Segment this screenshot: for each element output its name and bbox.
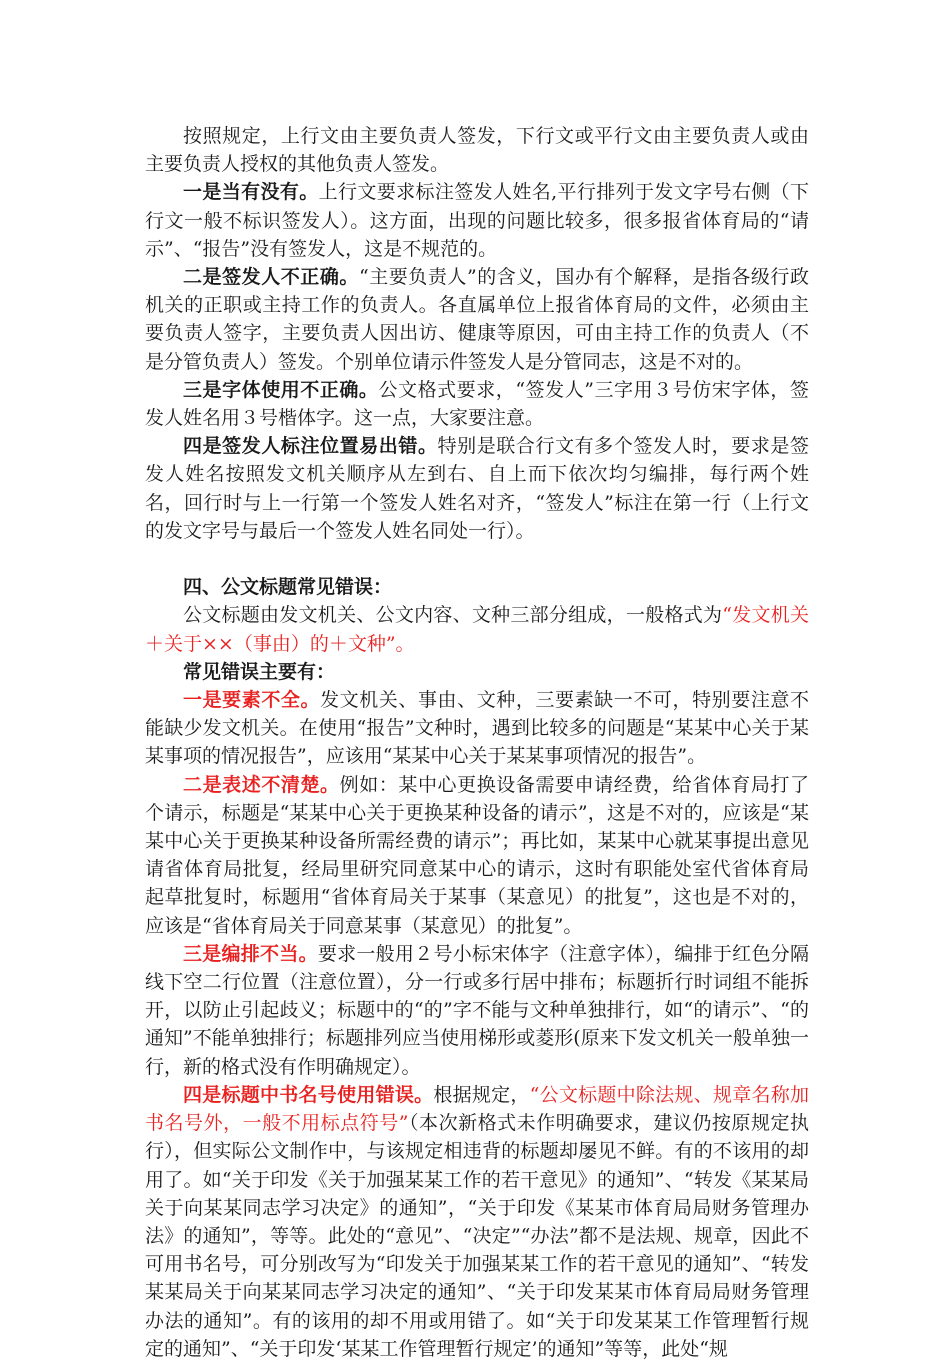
point-lead-red: 二是表述不清楚。 [183,773,340,796]
point-lead-red: 四是标题中书名号使用错误。 [183,1083,434,1106]
paragraph-font-usage [145,376,809,432]
paragraph-wrong-signer [145,263,809,376]
point-text: 发文机关、事由、文种，三要素缺一不可，特别要注意不能缺少发文机关。在使用“报告”文种时，遇到比较多的问题是“某某中心关于某某事项的情况报告”，应该用“某某中心关于某某事项情况的报告”。 [145,689,809,768]
point-text: “主要负责人”的含义，国办有个解释，是指各级行政机关的正职或主持工作的负责人。各直属单位上报省体育局的文件，必须由主要负责人签字，主要负责人因出访、健康等原因，可由主持工作的负责人（不是分管负责人）签发。个别单位请示件签发人是分管同志，这是不对的。 [145,266,809,373]
paragraph-missing-signer [145,178,809,263]
point-lead-red: 一是要素不全。 [183,689,321,712]
point-text: 特别是联合行文有多个签发人时，要求是签发人姓名按照发文机关顺序从左到右、自上而下依次均匀编排，每行两个姓名，回行时与上一行第一个签发人姓名对齐，“签发人”标注在第一行（上行文的发文字号与最后一个签发人姓名同处一行）。 [145,435,809,542]
paragraph-missing-elements [145,686,809,771]
paragraph-signing-rule: 按照规定，上行文由主要负责人签发，下行文或平行文由主要负责人或由主要负责人授权的其他负责人签发。 [145,125,809,176]
rule-quote-highlight: “公文标题中除法规、规章名称加书名号外，一般不用标点符号” [145,1083,809,1135]
point-text: 要求一般用２号小标宋体字（注意字体），编排于红色分隔线下空二行位置（注意位置），分一行或多行居中排布；标题折行时词组不能拆开，以防止引起歧义；标题中的“的”字不能与文种单独排行，如“的请示”、“的通知”不能单独排行；标题排列应当使用梯形或菱形(原来下发文机关一般单独一行，新的格式没有作明确规定）。 [145,942,809,1078]
point-lead: 四是签发人标注位置易出错。 [183,435,438,458]
blank-line [145,545,809,573]
point-text: 上行文要求标注签发人姓名,平行排列于发文字号右侧（下行文一般不标识签发人）。这方面，出现的问题比较多，很多报省体育局的“请示”、“报告”没有签发人，这是不规范的。 [145,181,809,260]
section-heading: 四、公文标题常见错误： [183,576,393,599]
point-lead: 二是签发人不正确。 [183,266,359,289]
point-text: 根据规定， [433,1083,530,1106]
point-lead: 三是字体使用不正确。 [183,378,379,401]
paragraph-unclear-wording [145,771,809,940]
paragraph-signer-position [145,432,809,545]
title-format-highlight: “发文机关＋关于××（事由）的＋文种”。 [145,604,809,655]
paragraph-improper-layout [145,940,809,1081]
point-lead: 一是当有没有。 [183,181,319,204]
paragraph-book-title-marks [145,1081,809,1363]
paragraph-title-structure [145,601,809,657]
structure-text: 公文标题由发文机关、公文内容、文种三部分组成，一般格式为 [183,604,723,627]
point-text: 公文格式要求，“签发人”三字用３号仿宋字体，签发人姓名用３号楷体字。这一点，大家要注意。 [145,378,809,430]
point-text: （本次新格式未作明确要求，建议仍按原规定执行），但实际公文制作中，与该规定相违背的标题却屡见不鲜。有的不该用的却用了。如“关于印发《关于加强某某工作的若干意见》的通知”、“转发《某某局关于向某某同志学习决定》的通知”，“关于印发《某某市体育局局财务管理办法》的通知”，等等。此处的“意见”、“决定”“办法”都不是法规、规章，因此不可用书名号，可分别改写为“印发关于加强某某工作的若干意见的通知”、“转发某某局关于向某某同志学习决定的通知”、“关于印发某某市体育局局财务管理办法的通知”。有的该用的却不用或用错了。如“关于印发某某工作管理暂行规定的通知”、“关于印发‘某某工作管理暂行规定’的通知”等等，此处“规 [145,1112,809,1360]
point-lead-red: 三是编排不当。 [183,942,318,965]
point-text: 例如：某中心更换设备需要申请经费，给省体育局打了个请示，标题是“某某中心关于更换某种设备的请示”，这是不对的，应该是“某某中心关于更换某种设备所需经费的请示”；再比如，某某中心就某事提出意见请省体育局批复，经局里研究同意某中心的请示，这时有职能处室代省体育局起草批复时，标题用“省体育局关于某事（某意见）的批复”，这也是不对的，应该是“省体育局关于同意某事（某意见）的批复”。 [145,773,809,937]
subheading: 常见错误主要有： [183,660,336,683]
document-page [145,122,809,1363]
